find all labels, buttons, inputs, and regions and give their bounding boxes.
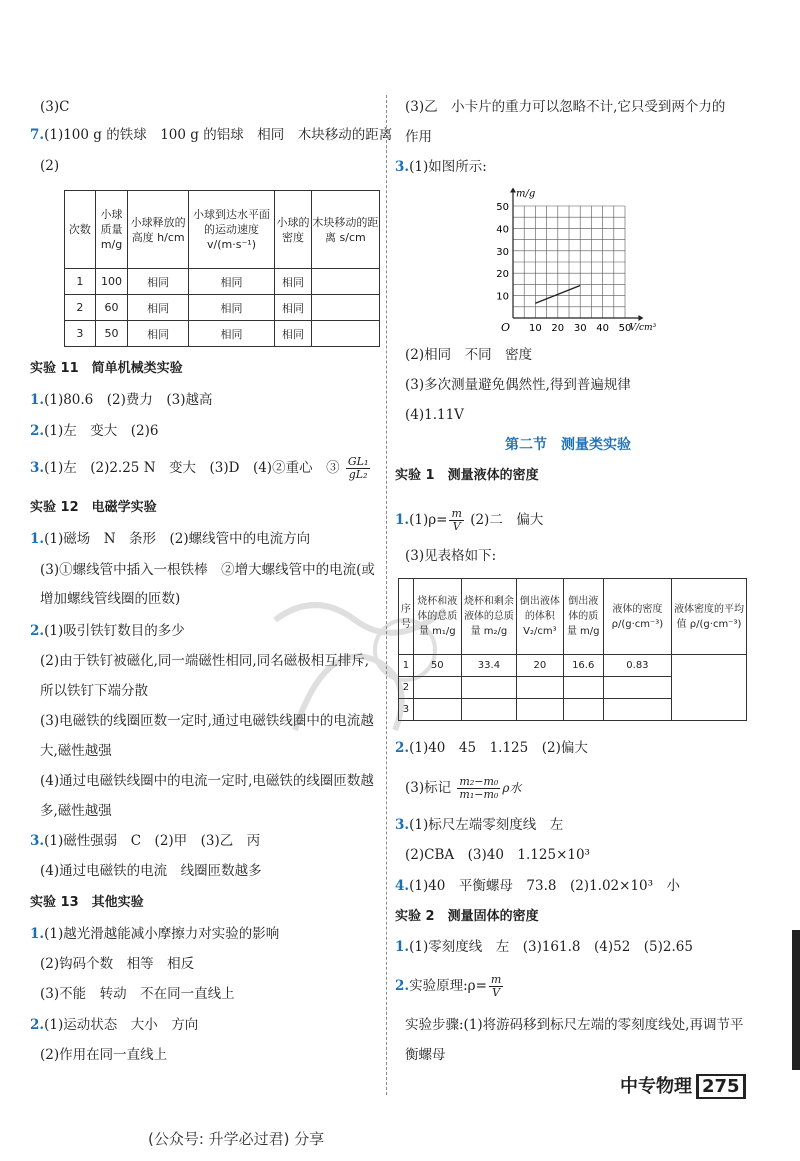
fraction-bottom: V xyxy=(492,986,501,999)
table-cell: 相同 xyxy=(188,321,274,347)
answer-line: (2)钩码个数 相等 相反 xyxy=(40,956,195,972)
answer-text: (1)运动状态 大小 方向 xyxy=(44,1017,199,1033)
origin-label: O xyxy=(501,321,511,332)
question-number: 2. xyxy=(395,978,410,994)
table-cell xyxy=(603,677,671,699)
table-cell: 1 xyxy=(65,269,96,295)
page-footer-label xyxy=(620,1072,746,1098)
y-tick-label: 40 xyxy=(496,224,509,236)
table-row xyxy=(65,321,380,347)
table-header: 木块移动的距离 s/cm xyxy=(311,191,379,269)
fraction-bottom: V xyxy=(452,520,461,533)
answer-line: (3)多次测量避免偶然性,得到普遍规律 xyxy=(405,377,631,393)
answer-line: 实验步骤:(1)将游码移到标尺左端的零刻度线处,再调节平 xyxy=(405,1017,744,1033)
edge-tab xyxy=(792,930,800,1070)
fraction-top: m xyxy=(490,973,502,986)
answer-text: (1)80.6 (2)费力 (3)越高 xyxy=(44,392,213,408)
question-1 xyxy=(30,925,279,943)
question-2 xyxy=(395,974,505,999)
table-header: 小球的密度 xyxy=(275,191,312,269)
table-cell: 相同 xyxy=(275,269,312,295)
table-cell xyxy=(311,321,379,347)
table-cell: 相同 xyxy=(188,295,274,321)
answer-line: (4)通过电磁铁线圈中的电流一定时,电磁铁的线圈匝数越 xyxy=(40,773,374,789)
fraction-bottom: gL₂ xyxy=(348,468,368,481)
table-cell xyxy=(563,699,603,721)
section-heading: 实验 11 简单机械类实验 xyxy=(30,361,183,376)
answer-line: (3)不能 转动 不在同一直线上 xyxy=(40,986,235,1002)
question-number: 1. xyxy=(395,939,410,955)
table-header: 小球释放的高度 h/cm xyxy=(128,191,188,269)
table-cell: 20 xyxy=(517,655,563,677)
y-tick-label: 50 xyxy=(496,202,509,213)
question-number: 1. xyxy=(30,392,45,408)
question-4 xyxy=(395,877,680,895)
x-axis-label: V/cm³ xyxy=(629,323,657,332)
table-cell xyxy=(461,699,517,721)
table-cell: 相同 xyxy=(275,321,312,347)
answer-line: (2)作用在同一直线上 xyxy=(40,1047,168,1063)
density-symbol: ρ水 xyxy=(502,781,522,795)
answer-line: 多,磁性越强 xyxy=(40,803,112,819)
table-cell: 33.4 xyxy=(461,655,517,677)
section-heading: 实验 12 电磁学实验 xyxy=(30,500,157,515)
question-3 xyxy=(30,832,260,850)
kinetic-energy-table xyxy=(64,190,380,347)
table-cell xyxy=(672,655,747,721)
table-cell: 相同 xyxy=(188,269,274,295)
question-3 xyxy=(395,158,487,176)
answer-text: 实验原理:ρ= xyxy=(409,978,487,994)
answer-text: (1)零刻度线 左 (3)161.8 (4)52 (5)2.65 xyxy=(409,939,693,955)
table-cell: 3 xyxy=(399,699,414,721)
answer-line: (2)CBA (3)40 1.125×10³ xyxy=(405,847,590,863)
answer-line: (4)通过电磁铁的电流 线圈匝数越多 xyxy=(40,863,262,879)
table-header: 液体的密度 ρ/(g·cm⁻³) xyxy=(603,579,671,655)
question-3 xyxy=(30,456,372,481)
table-row xyxy=(65,269,380,295)
table-cell xyxy=(603,699,671,721)
answer-line: (2)由于铁钉被磁化,同一端磁性相同,同名磁极相互排斥, xyxy=(40,653,369,669)
table-header: 序号 xyxy=(399,579,414,655)
answer-line: (3)乙 小卡片的重力可以忽略不计,它只受到两个力的 xyxy=(405,99,726,115)
x-tick-label: 30 xyxy=(573,323,587,332)
chart-grid xyxy=(513,206,625,318)
mass-volume-chart xyxy=(483,180,683,332)
question-2 xyxy=(30,1016,198,1034)
table-header: 小球到达水平面的运动速度 v/(m·s⁻¹) xyxy=(188,191,274,269)
answer-line: 所以铁钉下端分散 xyxy=(40,683,148,699)
table-header: 小球质量m/g xyxy=(95,191,128,269)
fraction-top: m xyxy=(451,507,462,520)
table-cell xyxy=(517,677,563,699)
chapter-section-title: 第二节 测量类实验 xyxy=(505,437,631,453)
watermark-logo xyxy=(255,580,465,750)
table-cell xyxy=(517,699,563,721)
table-cell: 2 xyxy=(399,677,414,699)
answer-line: (3)见表格如下: xyxy=(405,548,497,564)
question-number: 2. xyxy=(30,623,45,639)
table-cell: 16.6 xyxy=(563,655,603,677)
question-number: 3. xyxy=(30,460,45,476)
fraction-top: m₂−m₀ xyxy=(459,775,499,788)
table-cell: 1 xyxy=(399,655,414,677)
answer-text: (3)标记 xyxy=(405,780,452,796)
table-cell xyxy=(563,677,603,699)
question-number: 3. xyxy=(30,833,45,849)
question-number: 3. xyxy=(395,159,410,175)
table-cell: 相同 xyxy=(128,269,188,295)
answer-line: (2)相同 不同 密度 xyxy=(405,347,533,363)
question-3 xyxy=(395,816,563,834)
question-number: 4. xyxy=(395,878,410,894)
answer-text: (1)40 平衡螺母 73.8 (2)1.02×10³ 小 xyxy=(409,878,681,894)
subject-label: 中专物理 xyxy=(620,1076,692,1097)
answer-text: (1)40 45 1.125 (2)偏大 xyxy=(409,740,588,756)
table-cell: 相同 xyxy=(275,295,312,321)
question-number: 7. xyxy=(30,127,45,143)
credit-line: (公众号: 升学必过君) 分享 xyxy=(148,1130,325,1148)
answer-line: 增加螺线管线圈的匝数) xyxy=(40,591,181,607)
answer-text: (1)100 g 的铁球 100 g 的铝球 相同 木块移动的距离 xyxy=(44,127,393,143)
table-cell xyxy=(461,677,517,699)
answer-line xyxy=(405,776,521,801)
section-heading: 实验 13 其他实验 xyxy=(30,895,144,910)
question-number: 2. xyxy=(30,1017,45,1033)
section-heading: 实验 2 测量固体的密度 xyxy=(395,909,539,924)
fraction-top: GL₁ xyxy=(347,455,369,468)
table-cell: 相同 xyxy=(128,295,188,321)
answer-text: (2)二 偏大 xyxy=(470,512,544,528)
table-cell: 100 xyxy=(95,269,128,295)
question-1 xyxy=(395,508,543,533)
answer-line: 衡螺母 xyxy=(405,1047,446,1063)
table-cell: 3 xyxy=(65,321,96,347)
answer-text: (1)标尺左端零刻度线 左 xyxy=(409,817,564,833)
answer-line: 大,磁性越强 xyxy=(40,743,112,759)
table-row xyxy=(65,295,380,321)
section-heading: 实验 1 测量液体的密度 xyxy=(395,468,539,483)
table-header: 液体密度的平均值 ρ/(g·cm⁻³) xyxy=(672,579,747,655)
table-cell xyxy=(311,295,379,321)
answer-text: (1)如图所示: xyxy=(409,159,487,175)
answer-line: (3)①螺线管中插入一根铁棒 ②增大螺线管中的电流(或 xyxy=(40,562,375,578)
question-number: 2. xyxy=(395,740,410,756)
y-axis-label: m/g xyxy=(516,188,536,200)
table-header: 次数 xyxy=(65,191,96,269)
answer-line: (3)C xyxy=(40,99,70,115)
table-cell: 相同 xyxy=(128,321,188,347)
question-1 xyxy=(395,938,693,956)
x-tick-label: 20 xyxy=(551,323,565,332)
fraction xyxy=(489,974,503,999)
table-header: 倒出液体的体积 V₂/cm³ xyxy=(517,579,563,655)
table-cell xyxy=(311,269,379,295)
fraction xyxy=(457,776,500,801)
table-header: 烧杯和剩余液体的总质量 m₂/g xyxy=(461,579,517,655)
x-tick-label: 40 xyxy=(596,323,609,332)
x-axis-arrow xyxy=(638,315,643,321)
answer-text: (1)左 变大 (2)6 xyxy=(44,423,159,439)
answer-text: (1)ρ= xyxy=(409,512,448,528)
y-tick-label: 30 xyxy=(496,246,509,258)
answer-text: (1)磁性强弱 C (2)甲 (3)乙 丙 xyxy=(44,833,261,849)
answer-line: 作用 xyxy=(405,129,432,145)
answer-text: (1)左 (2)2.25 N 变大 (3)D (4)②重心 ③ xyxy=(44,460,340,476)
fraction-bottom: m₁−m₀ xyxy=(459,788,499,801)
answer-text: (1)越光滑越能减小摩擦力对实验的影响 xyxy=(44,926,280,942)
fraction xyxy=(449,508,463,533)
fraction xyxy=(346,456,371,481)
x-tick-label: 50 xyxy=(618,323,632,332)
answer-text: (1)磁场 N 条形 (2)螺线管中的电流方向 xyxy=(44,531,311,547)
question-number: 1. xyxy=(30,531,45,547)
tick-labels xyxy=(496,202,631,332)
question-1 xyxy=(30,530,310,548)
answer-line: (2) xyxy=(40,158,60,174)
table-cell: 50 xyxy=(95,321,128,347)
question-number: 3. xyxy=(395,817,410,833)
table-header: 倒出液体的质量 m/g xyxy=(563,579,603,655)
table-cell: 60 xyxy=(95,295,128,321)
table-cell: 2 xyxy=(65,295,96,321)
question-number: 2. xyxy=(30,423,45,439)
answer-line: (4)1.11V xyxy=(405,407,464,423)
answer-text: (1)吸引铁钉数目的多少 xyxy=(44,623,185,639)
y-tick-label: 10 xyxy=(496,291,509,303)
question-number: 1. xyxy=(395,512,410,528)
question-2 xyxy=(30,422,158,440)
question-number: 1. xyxy=(30,926,45,942)
question-1 xyxy=(30,391,213,409)
x-tick-label: 10 xyxy=(529,323,542,332)
question-7 xyxy=(30,126,392,144)
page-number: 275 xyxy=(696,1074,746,1099)
y-tick-label: 20 xyxy=(496,269,509,281)
table-cell: 0.83 xyxy=(603,655,671,677)
question-2 xyxy=(30,622,185,640)
answer-line: (3)电磁铁的线圈匝数一定时,通过电磁铁线圈中的电流越 xyxy=(40,713,374,729)
table-cell: 50 xyxy=(413,655,461,677)
table-header: 烧杯和液体的总质量 m₁/g xyxy=(413,579,461,655)
